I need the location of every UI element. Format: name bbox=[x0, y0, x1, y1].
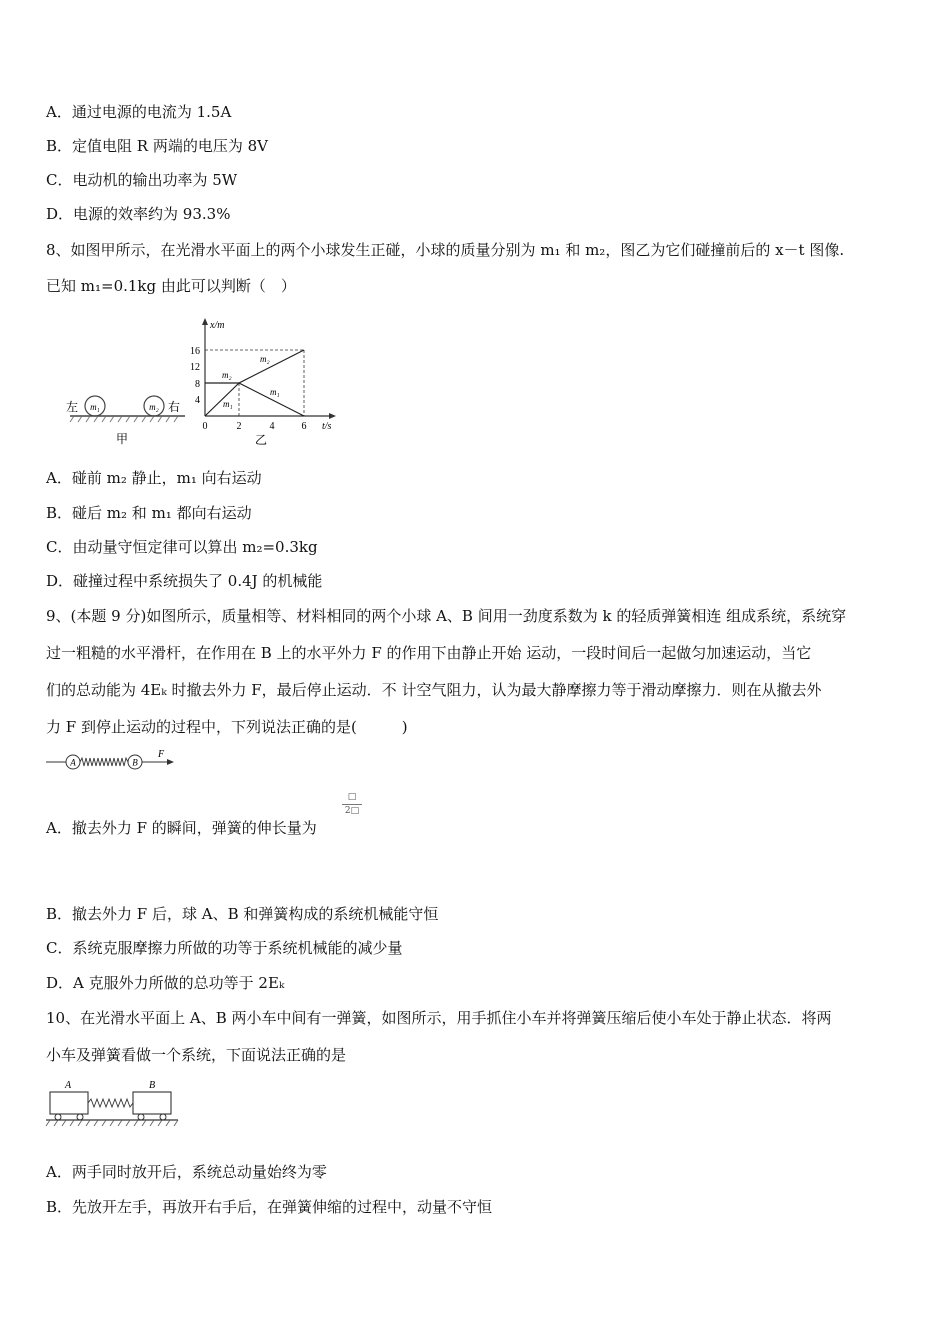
q7-option-c: C．电动机的输出功率为 5W bbox=[46, 171, 238, 189]
ball-m1-label: m₁ bbox=[90, 402, 100, 412]
y-axis-label: x/m bbox=[210, 320, 225, 331]
caption-yi: 乙 bbox=[254, 433, 268, 447]
q9-stem-line3: 们的总动能为 4Eₖ 时撤去外力 F，最后停止运动．不 计空气阻力，认为最大静摩擦力等于滑动摩擦力．则在从撤去外 bbox=[46, 681, 822, 699]
cart-a-label: A bbox=[64, 1080, 72, 1091]
q9-option-b: B．撤去外力 F 后，球 A、B 和弹簧构成的系统机械能守恒 bbox=[46, 905, 439, 923]
ball-m2-label: m₂ bbox=[149, 402, 159, 412]
q8-option-c: C．由动量守恒定律可以算出 m₂=0.3kg bbox=[46, 538, 318, 556]
spring bbox=[88, 1099, 133, 1107]
x-axis-label: t/s bbox=[322, 421, 332, 432]
cart-b-label: B bbox=[148, 1080, 156, 1091]
q7-option-b: B．定值电阻 R 两端的电压为 8V bbox=[46, 137, 268, 155]
q9-stem-line1: 9、(本题 9 分)如图所示，质量相等、材料相同的两个小球 A、B 间用一劲度系数为 k 的轻质弹簧相连 组成系统，系统穿 bbox=[46, 607, 847, 625]
x-tick: 4 bbox=[269, 421, 275, 432]
q10-stem-line1: 10、在光滑水平面上 A、B 两小车中间有一弹簧，如图所示，用手抓住小车并将弹簧压缩后使小车处于静止状态．将两 bbox=[46, 1009, 832, 1027]
q7-option-d: D．电源的效率约为 93.3% bbox=[46, 205, 231, 223]
ball-a-label: A bbox=[70, 757, 76, 768]
q10-figure bbox=[44, 1076, 184, 1130]
label-m2-after: m₂ bbox=[260, 354, 270, 364]
label-m2-before: m₂ bbox=[222, 370, 232, 380]
label-m1-before: m₁ bbox=[223, 399, 233, 409]
q10-stem-line2: 小车及弹簧看做一个系统，下面说法正确的是 bbox=[46, 1046, 347, 1064]
q8-figure-jia bbox=[66, 396, 185, 446]
fraction-numerator: □ bbox=[347, 792, 357, 802]
q8-stem-line2: 已知 m₁=0.1kg 由此可以判断（ ） bbox=[46, 277, 296, 295]
ball-b-label: B bbox=[132, 757, 138, 768]
q10-option-b: B．先放开左手，再放开右手后，在弹簧伸缩的过程中，动量不守恒 bbox=[46, 1198, 493, 1216]
line-m2-after bbox=[239, 350, 304, 383]
q9-figure bbox=[46, 748, 186, 774]
x-tick: 2 bbox=[236, 421, 242, 432]
x-tick: 0 bbox=[202, 421, 208, 432]
q9-option-d: D．A 克服外力所做的总功等于 2Eₖ bbox=[46, 974, 285, 992]
y-tick: 8 bbox=[195, 379, 200, 390]
label-left: 左 bbox=[66, 400, 79, 414]
q8-option-b: B．碰后 m₂ 和 m₁ 都向右运动 bbox=[46, 504, 252, 522]
y-tick: 12 bbox=[190, 362, 200, 373]
cart-a bbox=[50, 1092, 88, 1114]
label-right: 右 bbox=[168, 400, 181, 414]
q9-option-a: A．撤去外力 F 的瞬间，弹簧的伸长量为 bbox=[46, 819, 317, 837]
x-tick: 6 bbox=[301, 421, 307, 432]
q8-option-d: D．碰撞过程中系统损失了 0.4J 的机械能 bbox=[46, 572, 323, 590]
q10-option-a: A．两手同时放开后，系统总动量始终为零 bbox=[46, 1163, 327, 1181]
q9-option-c: C．系统克服摩擦力所做的功等于系统机械能的减少量 bbox=[46, 939, 403, 957]
q8-xt-graph bbox=[190, 318, 336, 447]
q8-figure bbox=[60, 306, 360, 458]
q7-option-a: A．通过电源的电流为 1.5A bbox=[46, 103, 232, 121]
force-label: F bbox=[158, 749, 165, 760]
y-tick: 4 bbox=[195, 395, 200, 406]
cart-b bbox=[133, 1092, 171, 1114]
label-m1-after: m₁ bbox=[270, 387, 280, 397]
caption-jia: 甲 bbox=[115, 432, 129, 446]
q9-stem-line2: 过一粗糙的水平滑杆，在作用在 B 上的水平外力 F 的作用下由静止开始 运动，一段时间后一起做匀加速运动，当它 bbox=[46, 644, 812, 662]
y-tick: 16 bbox=[190, 346, 200, 357]
q8-option-a: A．碰前 m₂ 静止，m₁ 向右运动 bbox=[46, 469, 262, 487]
spring bbox=[80, 758, 128, 766]
line-m1-before bbox=[205, 383, 239, 416]
q8-stem-line1: 8、如图甲所示，在光滑水平面上的两个小球发生正碰，小球的质量分别为 m₁ 和 m₂，图乙为它们碰撞前后的 x－t 图像. bbox=[46, 241, 845, 259]
q9-fraction bbox=[342, 792, 362, 817]
fraction-denominator: 2□ bbox=[344, 806, 360, 816]
q9-stem-line4: 力 F 到停止运动的过程中，下列说法正确的是( ) bbox=[46, 718, 408, 736]
